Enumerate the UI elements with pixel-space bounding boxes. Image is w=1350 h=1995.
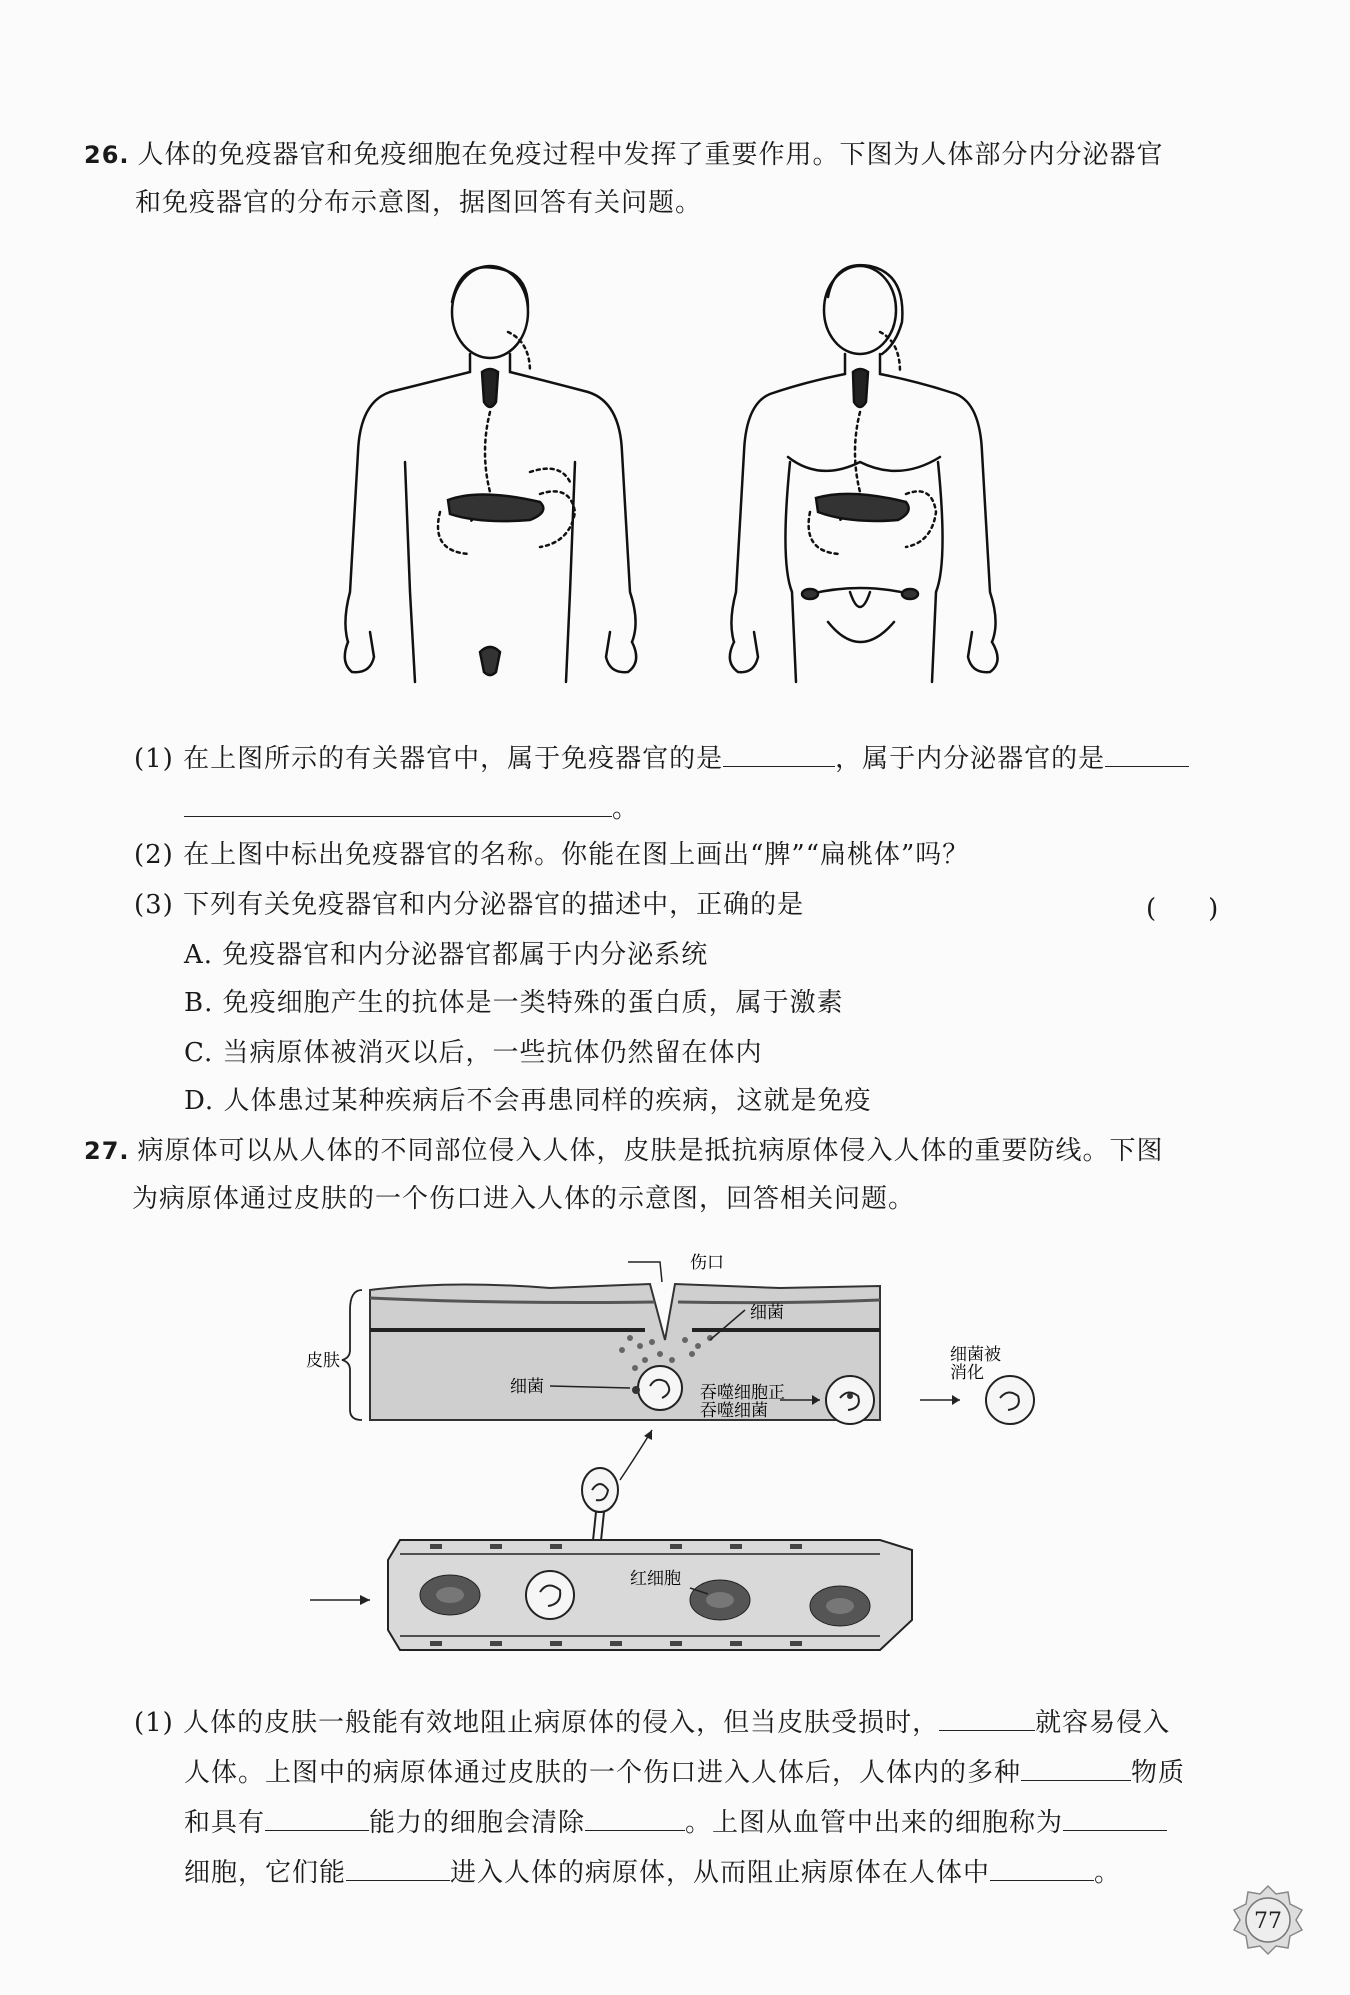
q26-option-a[interactable]: A. 免疫器官和内分泌器官都属于内分泌系统: [184, 940, 709, 970]
male-figure: [345, 266, 636, 682]
q26-number: 26.: [84, 141, 130, 169]
page-number-badge: [1232, 1884, 1304, 1956]
q26-option-c[interactable]: C. 当病原体被消灭以后，一些抗体仍然留在体内: [184, 1038, 763, 1068]
label-skin: 皮肤: [306, 1351, 340, 1371]
q27-stem-line2: 为病原体通过皮肤的一个伤口进入人体的示意图，回答相关问题。: [132, 1184, 916, 1214]
skin-wound-figure: [300, 1250, 1080, 1670]
answer-blank-substances[interactable]: [1021, 1754, 1131, 1781]
label-phagocyte-1: 吞噬细胞正: [700, 1383, 785, 1403]
body-organs-figure: [330, 262, 1030, 702]
q27-stem-line1: 27. 病原体可以从人体的不同部位侵入人体，皮肤是抵抗病原体侵入人体的重要防线。下图: [84, 1136, 1164, 1166]
answer-blank-endocrine-organs-cont[interactable]: [184, 790, 612, 817]
page-number: 77: [1254, 1909, 1282, 1934]
label-bacteria-top: 细菌: [750, 1303, 784, 1323]
label-phagocyte-2: 吞噬细菌: [700, 1401, 768, 1421]
answer-blank-action[interactable]: [346, 1854, 450, 1881]
q26-option-d[interactable]: D. 人体患过某种疾病后不会再患同样的疾病，这就是免疫: [184, 1086, 872, 1116]
label-digested-2: 消化: [950, 1363, 984, 1383]
q26-stem-line2: 和免疫器官的分布示意图，据图回答有关问题。: [135, 188, 703, 218]
answer-blank-immune-organs[interactable]: [723, 740, 835, 767]
q26-stem-line1: 26. 人体的免疫器官和免疫细胞在免疫过程中发挥了重要作用。下图为人体部分内分泌器官: [84, 140, 1164, 170]
answer-blank-ability[interactable]: [265, 1804, 369, 1831]
q26-sub3: (3) 下列有关免疫器官和内分泌器官的描述中，正确的是: [134, 890, 805, 920]
answer-blank-spread[interactable]: [990, 1854, 1094, 1881]
q26-option-b[interactable]: B. 免疫细胞产生的抗体是一类特殊的蛋白质，属于激素: [184, 988, 844, 1018]
answer-blank-cell-name[interactable]: [1063, 1804, 1167, 1831]
q26-sub3-answer-paren[interactable]: ( ): [1146, 894, 1219, 924]
q26-sub1-line2: 。: [184, 790, 639, 826]
q27-sub1-line4: 细胞，它们能 进入人体的病原体，从而阻止病原体在人体中 。: [184, 1854, 1121, 1890]
q26-sub1-line1: (1) 在上图所示的有关器官中，属于免疫器官的是 ，属于内分泌器官的是: [134, 740, 1189, 776]
female-figure: [730, 265, 998, 682]
label-digested-1: 细菌被: [950, 1345, 1001, 1365]
q26-sub2: (2) 在上图中标出免疫器官的名称。你能在图上画出“脾”“扁桃体”吗？: [134, 840, 970, 870]
label-bacteria-left: 细菌: [510, 1377, 544, 1397]
q27-sub1-line2: 人体。上图中的病原体通过皮肤的一个伤口进入人体后，人体内的多种 物质: [184, 1754, 1185, 1790]
answer-blank-endocrine-organs[interactable]: [1105, 740, 1189, 767]
q27-sub1-line1: (1) 人体的皮肤一般能有效地阻止病原体的侵入，但当皮肤受损时， 就容易侵入: [134, 1704, 1170, 1740]
answer-blank-clear[interactable]: [585, 1804, 685, 1831]
q27-sub1-line3: 和具有 能力的细胞会清除 。上图从血管中出来的细胞称为: [184, 1804, 1167, 1840]
label-rbc: 红细胞: [630, 1569, 681, 1589]
q27-number: 27.: [84, 1137, 130, 1165]
label-wound: 伤口: [690, 1253, 724, 1273]
answer-blank-pathogens[interactable]: [939, 1704, 1035, 1731]
